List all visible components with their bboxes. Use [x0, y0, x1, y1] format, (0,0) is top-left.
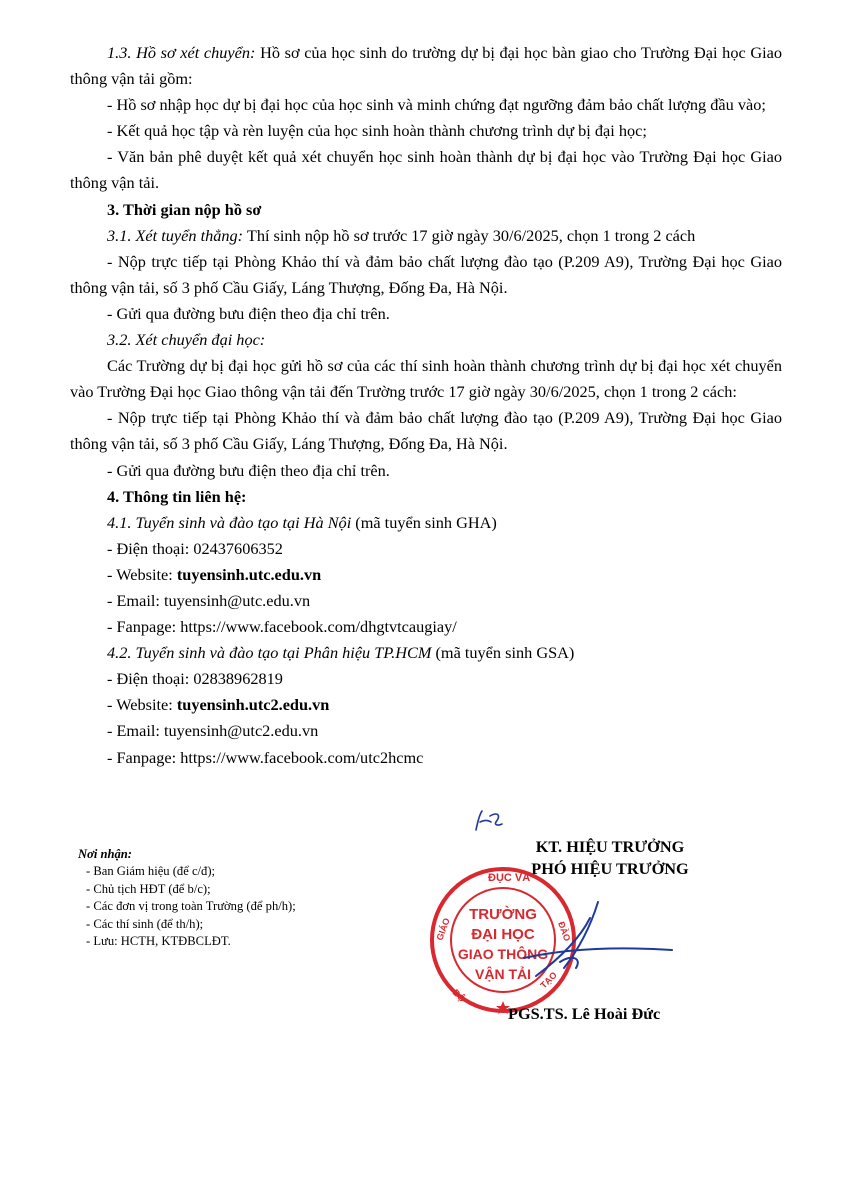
hn-title-line [70, 510, 782, 536]
document-body [70, 40, 782, 771]
website-label: - Website: [107, 695, 177, 715]
list-item: - Nộp trực tiếp tại Phòng Khảo thí và đảm bảo chất lượng đào tạo (P.209 A9), Trường Đại học Giao thông vận tải, số 3 phố Cầu Giấy, Láng Thượng, Đống Đa, Hà Nội. [70, 251, 782, 297]
recipients-block [78, 846, 398, 950]
hcm-fanpage: - Fanpage: https://www.facebook.com/utc2hcmc [107, 747, 424, 767]
hn-title: 4.1. Tuyển sinh và đào tạo tại Hà Nội [107, 512, 352, 532]
heading-text: 3. Thời gian nộp hồ sơ [107, 199, 262, 219]
hn-phone: - Điện thoại: 02437606352 [107, 538, 283, 558]
section-1-3-title: 1.3. Hồ sơ xét chuyển: [107, 43, 256, 62]
recipient-item: - Lưu: HCTH, KTĐBCLĐT. [86, 934, 231, 949]
hcm-website-line [70, 692, 782, 718]
svg-text:ĐÀO: ĐÀO [556, 920, 573, 943]
handwritten-signature [440, 858, 680, 1008]
initial-mark [472, 808, 506, 836]
recipient-item: - Các thí sinh (để th/h); [86, 916, 204, 931]
signature-line-2: PHÓ HIỆU TRƯỞNG [531, 859, 689, 878]
section-3-1-text: Thí sinh nộp hồ sơ trước 17 giờ ngày 30/6/2025, chọn 1 trong 2 cách [243, 225, 696, 245]
recipient-item: - Ban Giám hiệu (để c/đ); [86, 864, 216, 879]
section-3-1-line [70, 223, 782, 249]
list-item: - Nộp trực tiếp tại Phòng Khảo thí và đảm bảo chất lượng đào tạo (P.209 A9), Trường Đại học Giao thông vận tải, số 3 phố Cầu Giấy, Láng Thượng, Đống Đa, Hà Nội. [70, 408, 782, 454]
list-item: - Gửi qua đường bưu điện theo địa chỉ trên. [107, 460, 390, 480]
recipient-item: - Các đơn vị trong toàn Trường (để ph/h); [86, 899, 296, 914]
hcm-title-line [70, 640, 782, 666]
section-3-2-title-text: 3.2. Xét chuyển đại học: [107, 330, 266, 350]
section-1-3-intro [70, 40, 782, 92]
hn-email: - Email: tuyensinh@utc.edu.vn [107, 590, 311, 610]
list-item: - Gửi qua đường bưu điện theo địa chỉ trên. [107, 303, 390, 323]
recipient-item: - Chủ tịch HĐT (để b/c); [86, 881, 211, 896]
signature-line-1: KT. HIỆU TRƯỞNG [535, 837, 685, 856]
section-3-2-text: Các Trường dự bị đại học gửi hồ sơ của các thí sinh hoàn thành chương trình dự bị đại học xét chuyển vào Trường Đại học Giao thông vận tải đến Trường trước 17 giờ ngày 30/6/2025, chọn 1 trong 2 cách: [70, 356, 782, 402]
section-3-2-title [70, 327, 782, 353]
hcm-code: (mã tuyển sinh GSA) [431, 643, 575, 663]
section-1-3-text: Hồ sơ của học sinh do trường dự bị đại học bàn giao cho Trường Đại học Giao thông vận tải gồm: [70, 43, 782, 89]
hcm-email: - Email: tuyensinh@utc2.edu.vn [107, 721, 319, 741]
svg-text:ĐỤC VÀ: ĐỤC VÀ [488, 872, 531, 884]
hn-code: (mã tuyển sinh GHA) [351, 512, 497, 532]
section-3-1-title: 3.1. Xét tuyển thẳng: [107, 225, 244, 245]
svg-text:GIÁO: GIÁO [434, 916, 452, 942]
hn-fanpage: - Fanpage: https://www.facebook.com/dhgtvtcaugiay/ [107, 617, 457, 637]
hcm-title: 4.2. Tuyển sinh và đào tạo tại Phân hiệu TP.HCM [107, 643, 432, 663]
svg-text:VẬN TẢI: VẬN TẢI [475, 966, 531, 982]
list-item: - Hồ sơ nhập học dự bị đại học của học sinh và minh chứng đạt ngưỡng đảm bảo chất lượng đầu vào; [107, 95, 766, 115]
website-label: - Website: [107, 564, 177, 584]
svg-text:ĐẠI HỌC: ĐẠI HỌC [471, 926, 535, 943]
svg-text:TẠO: TẠO [538, 969, 559, 991]
hcm-phone: - Điện thoại: 02838962819 [107, 669, 283, 689]
recipients-title: Nơi nhận: [78, 847, 133, 861]
hcm-website-link[interactable]: tuyensinh.utc2.edu.vn [176, 695, 330, 715]
list-item: - Kết quả học tập và rèn luyện của học sinh hoàn thành chương trình dự bị đại học; [107, 121, 647, 141]
hn-website-line [70, 562, 782, 588]
svg-text:BỘ: BỘ [450, 987, 468, 1004]
heading-text: 4. Thông tin liên hệ: [107, 486, 247, 506]
svg-text:TRƯỜNG: TRƯỜNG [469, 906, 537, 923]
svg-text:GIAO THÔNG: GIAO THÔNG [457, 946, 549, 962]
list-item: - Văn bản phê duyệt kết quả xét chuyển học sinh hoàn thành dự bị đại học vào Trường Đại học Giao thông vận tải. [70, 147, 782, 193]
signer-name: PGS.TS. Lê Hoài Đức [508, 1004, 661, 1023]
hn-website-link[interactable]: tuyensinh.utc.edu.vn [176, 564, 322, 584]
section-4-heading [70, 484, 782, 510]
section-3-heading [70, 197, 782, 223]
